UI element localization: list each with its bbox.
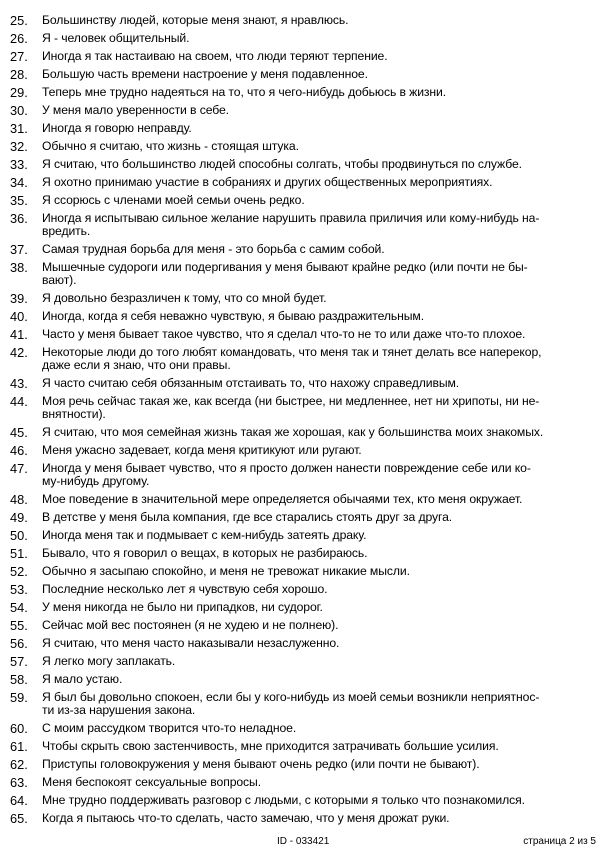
question-item bbox=[10, 290, 600, 308]
question-item bbox=[10, 84, 600, 102]
question-text bbox=[42, 738, 600, 756]
question-text bbox=[42, 720, 600, 738]
question-number: 49. bbox=[10, 510, 28, 525]
question-text bbox=[42, 48, 600, 66]
question-item bbox=[10, 375, 600, 393]
question-item bbox=[10, 138, 600, 156]
question-item bbox=[10, 259, 600, 290]
question-text bbox=[42, 84, 600, 102]
question-text-line: Обычно я засыпаю спокойно, и меня не тревожат никакие мысли. bbox=[42, 564, 410, 578]
question-text bbox=[42, 393, 600, 424]
question-item bbox=[10, 120, 600, 138]
question-text-line: вают). bbox=[42, 273, 77, 287]
question-text-line: В детстве у меня была компания, где все старались стоять друг за друга. bbox=[42, 510, 453, 524]
question-text bbox=[42, 424, 600, 442]
question-item bbox=[10, 689, 600, 720]
question-text bbox=[42, 290, 600, 308]
question-item bbox=[10, 509, 600, 527]
question-text-line: му-нибудь другому. bbox=[42, 474, 150, 488]
question-text bbox=[42, 689, 600, 720]
question-text bbox=[42, 259, 600, 290]
question-text-line: У меня никогда не было ни припадков, ни судорог. bbox=[42, 600, 323, 614]
question-text bbox=[42, 460, 600, 491]
question-item bbox=[10, 720, 600, 738]
question-text bbox=[42, 563, 600, 581]
question-text-line: Большую часть времени настроение у меня подавленное. bbox=[42, 67, 368, 81]
question-text-line: Большинству людей, которые меня знают, я нравлюсь. bbox=[42, 13, 349, 27]
question-number: 28. bbox=[10, 67, 28, 82]
question-number: 40. bbox=[10, 309, 28, 324]
question-number: 43. bbox=[10, 376, 28, 391]
question-item bbox=[10, 344, 600, 375]
question-text-line: Я считаю, что большинство людей способны солгать, чтобы продвинуться по службе. bbox=[42, 157, 522, 171]
question-text-line: Бывало, что я говорил о вещах, в которых не разбираюсь. bbox=[42, 546, 368, 560]
question-number: 33. bbox=[10, 157, 28, 172]
question-text-line: Я ссорюсь с членами моей семьи очень редко. bbox=[42, 193, 305, 207]
question-text-line: Некоторые люди до того любят командовать, что меня так и тянет делать все наперекор, bbox=[42, 345, 542, 359]
question-text-line: Сейчас мой вес постоянен (я не худею и не полнею). bbox=[42, 618, 339, 632]
question-item bbox=[10, 393, 600, 424]
question-text bbox=[42, 527, 600, 545]
question-text-line: Я охотно принимаю участие в собраниях и других общественных мероприятиях. bbox=[42, 175, 493, 189]
question-number: 38. bbox=[10, 260, 28, 275]
question-text bbox=[42, 30, 600, 48]
question-number: 37. bbox=[10, 242, 28, 257]
question-text bbox=[42, 138, 600, 156]
question-number: 44. bbox=[10, 394, 28, 409]
question-text-line: Иногда я говорю неправду. bbox=[42, 121, 192, 135]
question-number: 58. bbox=[10, 672, 28, 687]
question-text-line: внятности). bbox=[42, 407, 106, 421]
question-text-line: Обычно я считаю, что жизнь - стоящая штука. bbox=[42, 139, 299, 153]
question-text bbox=[42, 442, 600, 460]
question-number: 57. bbox=[10, 654, 28, 669]
question-text-line: Когда я пытаюсь что-то сделать, часто замечаю, что у меня дрожат руки. bbox=[42, 811, 450, 825]
question-text bbox=[42, 617, 600, 635]
question-text bbox=[42, 653, 600, 671]
question-text-line: Мне трудно поддерживать разговор с людьми, с которыми я только что познакомился. bbox=[42, 793, 525, 807]
question-text-line: Я легко могу заплакать. bbox=[42, 654, 176, 668]
question-item bbox=[10, 192, 600, 210]
question-text-line: Иногда меня так и подмывает с кем-нибудь затеять драку. bbox=[42, 528, 367, 542]
question-number: 34. bbox=[10, 175, 28, 190]
question-item bbox=[10, 48, 600, 66]
question-text-line: Я считаю, что меня часто наказывали незаслуженно. bbox=[42, 636, 340, 650]
question-text-line: Я - человек общительный. bbox=[42, 31, 190, 45]
question-number: 29. bbox=[10, 85, 28, 100]
question-text bbox=[42, 792, 600, 810]
document-id: ID - 033421 bbox=[277, 836, 330, 847]
question-item bbox=[10, 810, 600, 828]
page-number: страница 2 из 5 bbox=[523, 836, 596, 847]
question-item bbox=[10, 210, 600, 241]
question-number: 53. bbox=[10, 582, 28, 597]
question-text bbox=[42, 756, 600, 774]
question-number: 47. bbox=[10, 461, 28, 476]
question-item bbox=[10, 653, 600, 671]
question-number: 45. bbox=[10, 425, 28, 440]
question-number: 42. bbox=[10, 345, 28, 360]
question-text-line: Часто у меня бывает такое чувство, что я сделал что-то не то или даже что-то плохое. bbox=[42, 327, 526, 341]
question-item bbox=[10, 174, 600, 192]
question-number: 63. bbox=[10, 775, 28, 790]
question-item bbox=[10, 635, 600, 653]
question-number: 25. bbox=[10, 13, 28, 28]
question-text bbox=[42, 66, 600, 84]
question-text bbox=[42, 545, 600, 563]
question-number: 59. bbox=[10, 690, 28, 705]
question-number: 65. bbox=[10, 811, 28, 826]
question-number: 31. bbox=[10, 121, 28, 136]
question-item bbox=[10, 442, 600, 460]
question-text-line: Я часто считаю себя обязанным отстаивать то, что нахожу справедливым. bbox=[42, 376, 460, 390]
question-item bbox=[10, 156, 600, 174]
question-text-line: Моя речь сейчас такая же, как всегда (ни быстрее, ни медленнее, нет ни хрипоты, ни не- bbox=[42, 394, 540, 408]
question-item bbox=[10, 756, 600, 774]
question-number: 46. bbox=[10, 443, 28, 458]
question-item bbox=[10, 30, 600, 48]
question-number: 27. bbox=[10, 49, 28, 64]
question-item bbox=[10, 460, 600, 491]
question-text-line: Я довольно безразличен к тому, что со мной будет. bbox=[42, 291, 327, 305]
question-text bbox=[42, 174, 600, 192]
question-number: 48. bbox=[10, 492, 28, 507]
question-item bbox=[10, 424, 600, 442]
question-text-line: Меня ужасно задевает, когда меня критикуют или ругают. bbox=[42, 443, 362, 457]
question-item bbox=[10, 774, 600, 792]
question-text bbox=[42, 635, 600, 653]
question-number: 61. bbox=[10, 739, 28, 754]
question-number: 41. bbox=[10, 327, 28, 342]
question-item bbox=[10, 102, 600, 120]
question-text-line: Я был бы довольно спокоен, если бы у кого-нибудь из моей семьи возникли неприятнос- bbox=[42, 690, 540, 704]
question-text-line: Иногда я испытываю сильное желание нарушить правила приличия или кому-нибудь на- bbox=[42, 211, 540, 225]
question-text-line: Приступы головокружения у меня бывают очень редко (или почти не бывают). bbox=[42, 757, 480, 771]
question-text bbox=[42, 599, 600, 617]
question-text bbox=[42, 810, 600, 828]
question-item bbox=[10, 308, 600, 326]
question-item bbox=[10, 738, 600, 756]
question-text bbox=[42, 671, 600, 689]
question-text bbox=[42, 326, 600, 344]
question-text bbox=[42, 192, 600, 210]
question-text-line: Последние несколько лет я чувствую себя хорошо. bbox=[42, 582, 328, 596]
question-text-line: С моим рассудком творится что-то неладное. bbox=[42, 721, 297, 735]
question-text-line: ти из-за нарушения закона. bbox=[42, 703, 196, 717]
question-number: 35. bbox=[10, 193, 28, 208]
question-text-line: даже если я знаю, что они правы. bbox=[42, 358, 231, 372]
question-number: 50. bbox=[10, 528, 28, 543]
question-item bbox=[10, 527, 600, 545]
question-number: 64. bbox=[10, 793, 28, 808]
question-text bbox=[42, 375, 600, 393]
question-item bbox=[10, 563, 600, 581]
question-text bbox=[42, 120, 600, 138]
question-text-line: Я мало устаю. bbox=[42, 672, 123, 686]
question-text bbox=[42, 210, 600, 241]
question-number: 26. bbox=[10, 31, 28, 46]
question-text bbox=[42, 581, 600, 599]
question-item bbox=[10, 599, 600, 617]
question-text bbox=[42, 344, 600, 375]
question-number: 32. bbox=[10, 139, 28, 154]
question-text-line: Иногда я так настаиваю на своем, что люди теряют терпение. bbox=[42, 49, 388, 63]
question-text-line: Иногда у меня бывает чувство, что я просто должен нанести повреждение себе или ко- bbox=[42, 461, 531, 475]
question-item bbox=[10, 792, 600, 810]
question-item bbox=[10, 241, 600, 259]
question-list bbox=[10, 12, 600, 828]
question-text bbox=[42, 509, 600, 527]
question-text-line: вредить. bbox=[42, 224, 91, 238]
question-text-line: Иногда, когда я себя неважно чувствую, я бываю раздражительным. bbox=[42, 309, 424, 323]
question-text bbox=[42, 308, 600, 326]
question-text bbox=[42, 102, 600, 120]
question-item bbox=[10, 617, 600, 635]
question-text-line: Самая трудная борьба для меня - это борьба с самим собой. bbox=[42, 242, 385, 256]
question-number: 62. bbox=[10, 757, 28, 772]
question-number: 51. bbox=[10, 546, 28, 561]
question-number: 60. bbox=[10, 721, 28, 736]
question-item bbox=[10, 326, 600, 344]
question-text bbox=[42, 491, 600, 509]
question-text-line: Я считаю, что моя семейная жизнь такая же хорошая, как у большинства моих знакомых. bbox=[42, 425, 544, 439]
question-number: 39. bbox=[10, 291, 28, 306]
question-number: 56. bbox=[10, 636, 28, 651]
question-text-line: Теперь мне трудно надеяться на то, что я чего-нибудь добьюсь в жизни. bbox=[42, 85, 447, 99]
question-number: 36. bbox=[10, 211, 28, 226]
question-number: 52. bbox=[10, 564, 28, 579]
question-item bbox=[10, 66, 600, 84]
question-number: 54. bbox=[10, 600, 28, 615]
question-text bbox=[42, 241, 600, 259]
question-item bbox=[10, 581, 600, 599]
question-text-line: У меня мало уверенности в себе. bbox=[42, 103, 229, 117]
question-text-line: Мышечные судороги или подергивания у меня бывают крайне редко (или почти не бы- bbox=[42, 260, 528, 274]
question-item bbox=[10, 12, 600, 30]
question-text-line: Мое поведение в значительной мере определяется обычаями тех, кто меня окружает. bbox=[42, 492, 523, 506]
question-text-line: Меня беспокоят сексуальные вопросы. bbox=[42, 775, 261, 789]
question-text-line: Чтобы скрыть свою застенчивость, мне приходится затрачивать большие усилия. bbox=[42, 739, 499, 753]
question-item bbox=[10, 545, 600, 563]
question-item bbox=[10, 671, 600, 689]
question-number: 55. bbox=[10, 618, 28, 633]
question-item bbox=[10, 491, 600, 509]
question-number: 30. bbox=[10, 103, 28, 118]
question-text bbox=[42, 12, 600, 30]
question-text bbox=[42, 156, 600, 174]
question-text bbox=[42, 774, 600, 792]
